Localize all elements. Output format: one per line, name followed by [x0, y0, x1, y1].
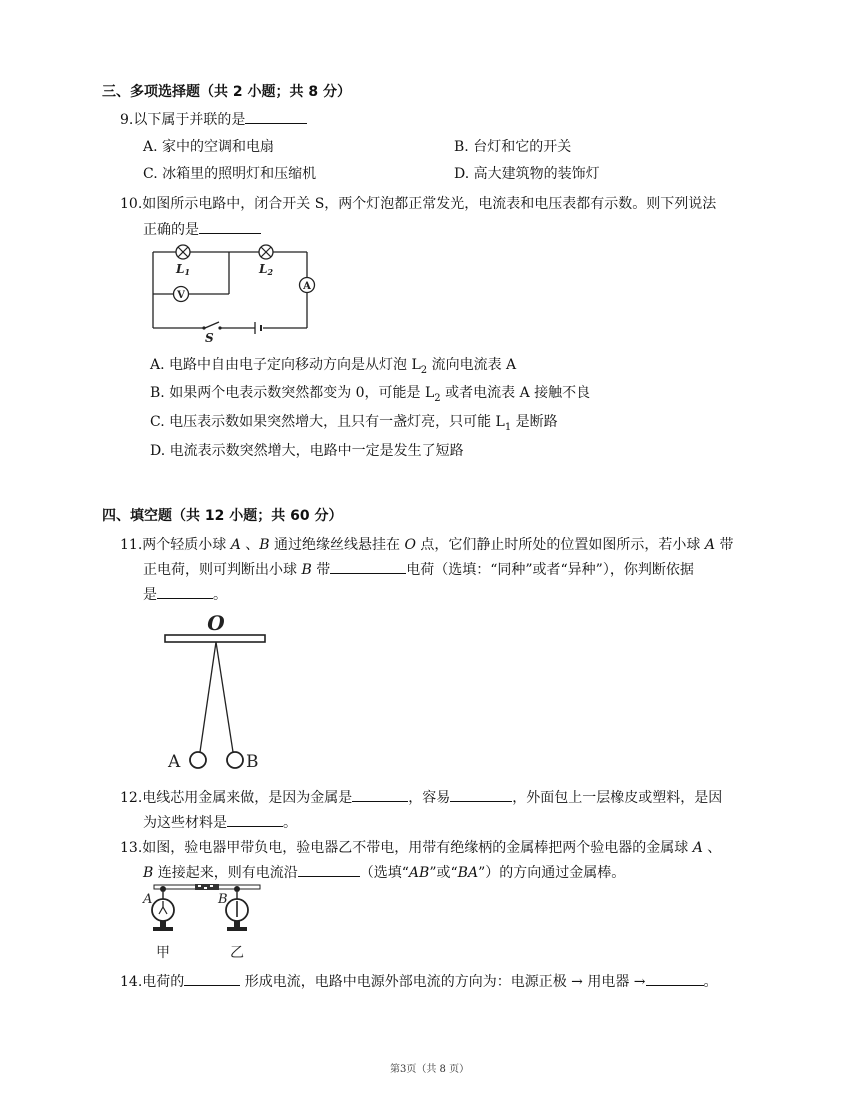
- question-10-stem-line1: [120, 193, 716, 213]
- answer-blank: [227, 812, 283, 827]
- question-11-line3: 是 。: [143, 584, 227, 604]
- question-10-stem-line2: [143, 219, 261, 239]
- electroscope-b: [226, 886, 248, 931]
- suspended-balls-figure: [160, 608, 275, 773]
- question-13-line2: B 连接起来，则有电流沿 （选填“AB”或“BA”）的方向通过金属棒。: [143, 862, 625, 882]
- label-switch: S: [205, 331, 214, 342]
- q10-option-c: C. 电压表示数如果突然增大，且只有一盏灯亮，只可能 $L_1$ 是断路: [150, 414, 558, 433]
- answer-blank: [184, 971, 240, 986]
- label-l1: L1: [176, 262, 191, 277]
- section-4-title: 四、填空题（共 12 小题；共 60 分）: [102, 508, 343, 524]
- answer-blank: [352, 787, 408, 802]
- page-footer: 第3页（共 8 页）: [390, 1064, 470, 1075]
- lamp-l2: [259, 245, 273, 259]
- label-l2: L2: [259, 262, 274, 277]
- label-jia: 甲: [156, 945, 170, 961]
- answer-blank: [298, 862, 360, 877]
- q10-option-b: B. 如果两个电表示数突然都变为 0，可能是 $L_2$ 或者电流表 A 接触不良: [150, 385, 591, 404]
- answer-blank: [450, 787, 512, 802]
- question-13-line1: 13.如图，验电器甲带负电，验电器乙不带电，用带有绝缘柄的金属棒把两个验电器的金属球 A 、: [120, 840, 722, 856]
- label-yi: 乙: [230, 945, 244, 961]
- answer-blank: [245, 109, 307, 124]
- answer-blank: [157, 584, 213, 599]
- q9-option-b: B. 台灯和它的开关: [454, 139, 572, 155]
- voltmeter: [174, 287, 189, 302]
- label-a: A: [143, 892, 153, 907]
- question-text: 以下属于并联的是: [133, 112, 246, 128]
- ball-a: [190, 752, 206, 768]
- lamp-l1: [176, 245, 190, 259]
- label-o: O: [207, 611, 225, 635]
- section-3-title: 三、多项选择题（共 2 小题；共 8 分）: [102, 84, 351, 100]
- q9-option-a: A. 家中的空调和电扇: [143, 139, 275, 155]
- answer-blank: [199, 219, 261, 234]
- ammeter: [300, 278, 315, 293]
- question-11-line1: 11.两个轻质小球 A 、B 通过绝缘丝线悬挂在 O 点，它们静止时所处的位置如图所示，若小球 A 带: [120, 537, 734, 553]
- label-b: B: [246, 752, 259, 772]
- q10-option-a: A. 电路中自由电子定向移动方向是从灯泡 $L_2$ 流向电流表 A: [150, 357, 517, 376]
- svg-text:V: V: [177, 290, 185, 301]
- question-11-line2: 正电荷，则可判断出小球 B 带 电荷（选填：“同种”或者“异种”），你判断依据: [143, 559, 694, 579]
- electroscope-a: [152, 886, 174, 931]
- answer-blank: [330, 559, 406, 574]
- circuit-diagram: [145, 238, 325, 342]
- q9-option-d: D. 高大建筑物的装饰灯: [454, 166, 600, 182]
- question-12-line1: 12.电线芯用金属来做，是因为金属是 ，容易 ，外面包上一层橡皮或塑料，是因: [120, 787, 722, 807]
- label-a: A: [168, 752, 181, 772]
- q9-option-c: C. 冰箱里的照明灯和压缩机: [143, 166, 317, 182]
- answer-blank: [646, 971, 704, 986]
- question-number: 9.: [120, 112, 134, 128]
- q10-option-d: D. 电流表示数突然增大，电路中一定是发生了短路: [150, 443, 464, 459]
- question-14: 14.电荷的 形成电流，电路中电源外部电流的方向为：电源正极 → 用电器 → 。: [120, 971, 718, 991]
- question-text: 正确的是: [143, 222, 199, 238]
- ball-b: [227, 752, 243, 768]
- label-b: B: [218, 892, 228, 907]
- svg-text:A: A: [303, 281, 311, 292]
- question-12-line2: 为这些材料是 。: [143, 812, 297, 832]
- electroscope-figure: [140, 883, 270, 963]
- question-text: 如图所示电路中，闭合开关 S，两个灯泡都正常发光，电流表和电压表都有示数。则下列说法: [142, 196, 717, 212]
- question-number: 10.: [120, 196, 143, 212]
- question-9-stem: [120, 109, 307, 129]
